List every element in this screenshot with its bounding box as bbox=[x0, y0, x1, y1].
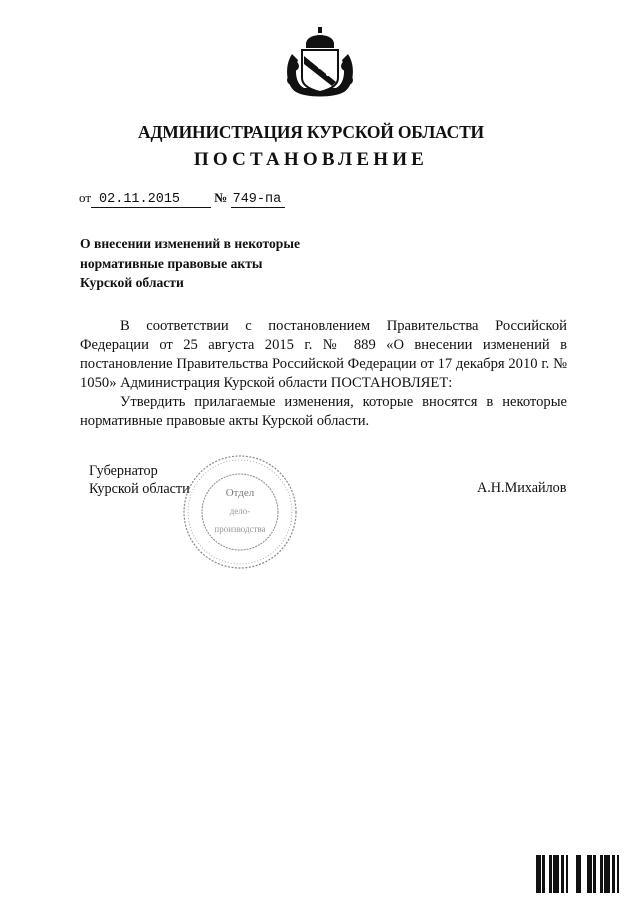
official-stamp-icon bbox=[180, 452, 300, 572]
document-body bbox=[80, 317, 567, 431]
organization-name: АДМИНИСТРАЦИЯ КУРСКОЙ ОБЛАСТИ bbox=[138, 122, 484, 142]
number-prefix: № bbox=[214, 190, 228, 205]
svg-text:дело-: дело- bbox=[229, 506, 251, 516]
signatory-name: А.Н.Михайлов bbox=[477, 480, 567, 496]
signatory-position bbox=[89, 462, 190, 498]
document-title bbox=[80, 234, 300, 293]
title-line: О внесении изменений в некоторые bbox=[80, 236, 301, 251]
date-prefix: от bbox=[79, 190, 92, 205]
document-number: 749-па bbox=[231, 192, 285, 208]
document-date: 02.11.2015 bbox=[91, 192, 211, 208]
title-line: Курской области bbox=[80, 275, 184, 290]
registration-line bbox=[79, 190, 285, 208]
coat-of-arms-icon bbox=[282, 26, 358, 98]
body-paragraph: В соответствии с постановлением Правительства Российской Федерации от 25 августа 2015 г. № 889 «О внесении изменений в постановление Правительства Российской Федерации от 17 декабря 2010 г. № 1050» Администрация Курской области ПОСТАНОВЛЯЕТ: bbox=[80, 318, 567, 391]
position-line: Губернатор bbox=[89, 463, 158, 479]
title-line: нормативные правовые акты bbox=[80, 255, 263, 271]
position-line: Курской области bbox=[89, 481, 190, 497]
document-type: ПОСТАНОВЛЕНИЕ bbox=[193, 149, 429, 170]
svg-text:Отдел: Отдел bbox=[225, 487, 255, 499]
barcode-icon bbox=[530, 855, 626, 893]
body-paragraph: Утвердить прилагаемые изменения, которые вносятся в некоторые нормативные правовые акты Курской области. bbox=[80, 394, 567, 429]
svg-text:производства: производства bbox=[214, 524, 266, 534]
